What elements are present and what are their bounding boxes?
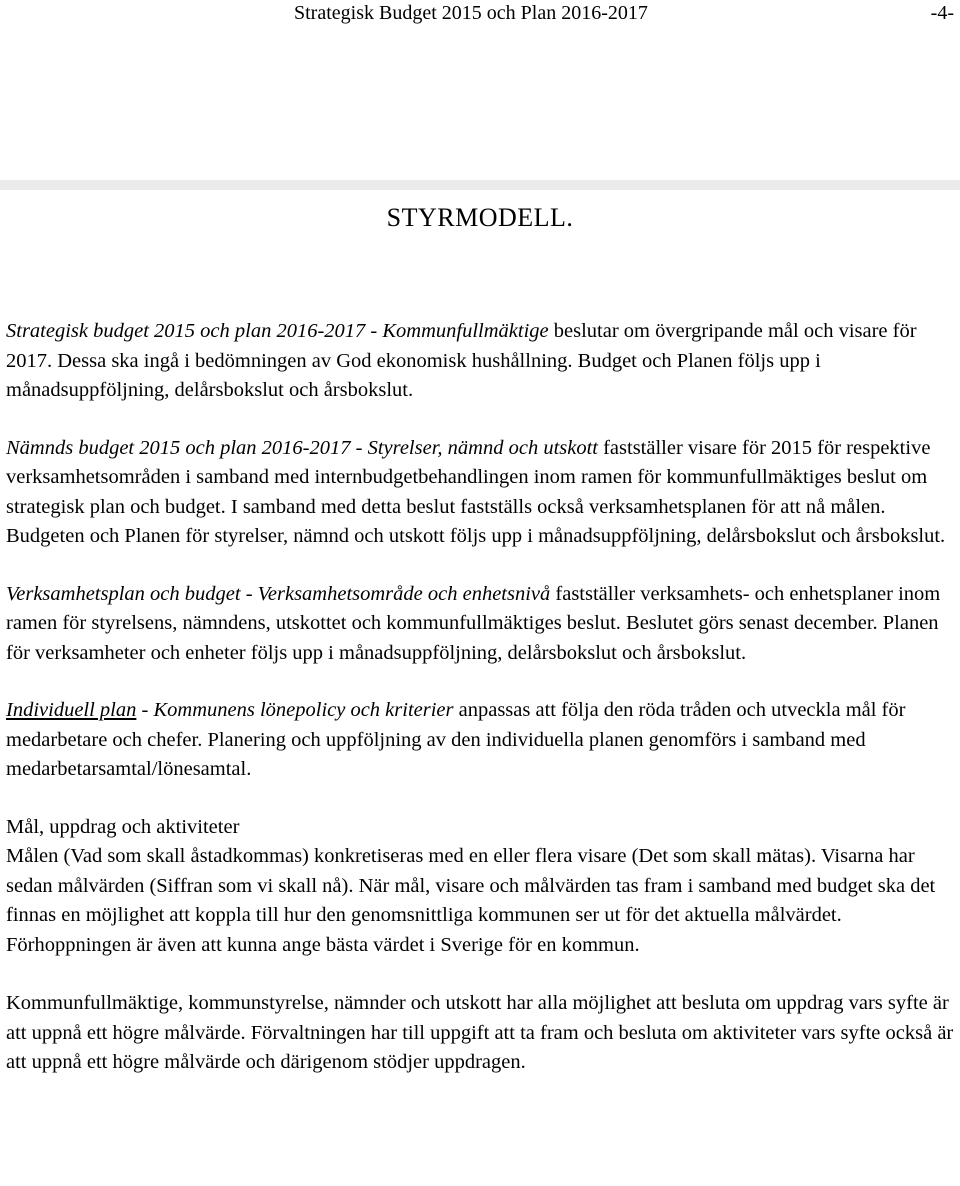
paragraph-text: beslutar om övergripande mål och visare för 2017. Dessa ska ingå i bedömningen av God ekonomisk hushållning. Budget och Planen följs upp i månadsuppföljning, delårsbokslut och årsbokslut.	[6, 320, 917, 401]
page-header	[0, 0, 960, 30]
section-heading: Mål, uppdrag och aktiviteter	[6, 815, 240, 838]
paragraph-strategisk-budget	[6, 317, 954, 406]
paragraph-verksamhetsplan	[6, 580, 954, 669]
paragraph-individuell-plan	[6, 696, 954, 785]
paragraph-lead: Nämnds budget 2015 och plan 2016-2017 - Styrelser, nämnd och utskott	[6, 436, 598, 459]
paragraph-lead: Strategisk budget 2015 och plan 2016-2017 - Kommunfullmäktige	[6, 320, 549, 342]
document-body	[6, 317, 954, 1106]
paragraph-lead-underlined: Individuell plan	[6, 699, 137, 721]
page-title: STYRMODELL.	[386, 203, 574, 232]
section-divider	[0, 180, 960, 190]
paragraph-text: Kommunfullmäktige, kommunstyrelse, nämnder och utskott har alla möjlighet att besluta om uppdrag vars syfte är att uppnå ett högre målvärde. Förvaltningen har till uppgift att ta fram och besluta om aktiviteter vars syfte också är att uppnå ett högre målvärde och därigenom stödjer uppdragen.	[6, 992, 954, 1073]
paragraph-lead: Verksamhetsplan och budget - Verksamhetsområde och enhetsnivå	[6, 582, 551, 605]
paragraph-lead: - Kommunens lönepolicy och kriterier	[136, 699, 454, 721]
document-title: Strategisk Budget 2015 och Plan 2016-2017	[294, 2, 648, 24]
paragraph-namnds-budget	[6, 434, 954, 552]
paragraph-text: Målen (Vad som skall åstadkommas) konkretiseras med en eller flera visare (Det som skall mätas). Visarna har sedan målvärden (Siffran som vi skall nå). När mål, visare och målvärden tas fram i samband med budget ska det finnas en möjlighet att koppla till hur den genomsnittliga kommunen ser ut för det aktuella målvärdet. Förhoppningen är även att kunna ange bästa värdet i Sverige för en kommun.	[6, 845, 936, 956]
paragraph-kommunfullmaktige	[6, 989, 954, 1078]
page-number: -4-	[930, 2, 954, 24]
paragraph-text: anpassas att följa den röda tråden och utveckla mål för medarbetare och chefer. Planering och uppföljning av den individuella planen genomförs i samband med medarbetarsamtal/lönesamtal.	[6, 699, 906, 780]
paragraph-mal-uppdrag	[6, 813, 954, 961]
paragraph-text: fastställer verksamhets- och enhetsplaner inom ramen för styrelsens, nämndens, utskottet och kommunfullmäktiges beslut. Beslutet görs senast december. Planen för verksamheter och enheter följs upp i månadsuppföljning, delårsbokslut och årsbokslut.	[6, 582, 941, 664]
paragraph-text: fastställer visare för 2015 för respektive verksamhetsområden i samband med internbudgetbehandlingen inom ramen för kommunfullmäktiges beslut om strategisk plan och budget. I samband med detta beslut fastställs också verksamhetsplanen för att nå målen. Budgeten och Planen för styrelser, nämnd och utskott följs upp i månadsuppföljning, delårsbokslut och årsbokslut.	[6, 436, 946, 547]
